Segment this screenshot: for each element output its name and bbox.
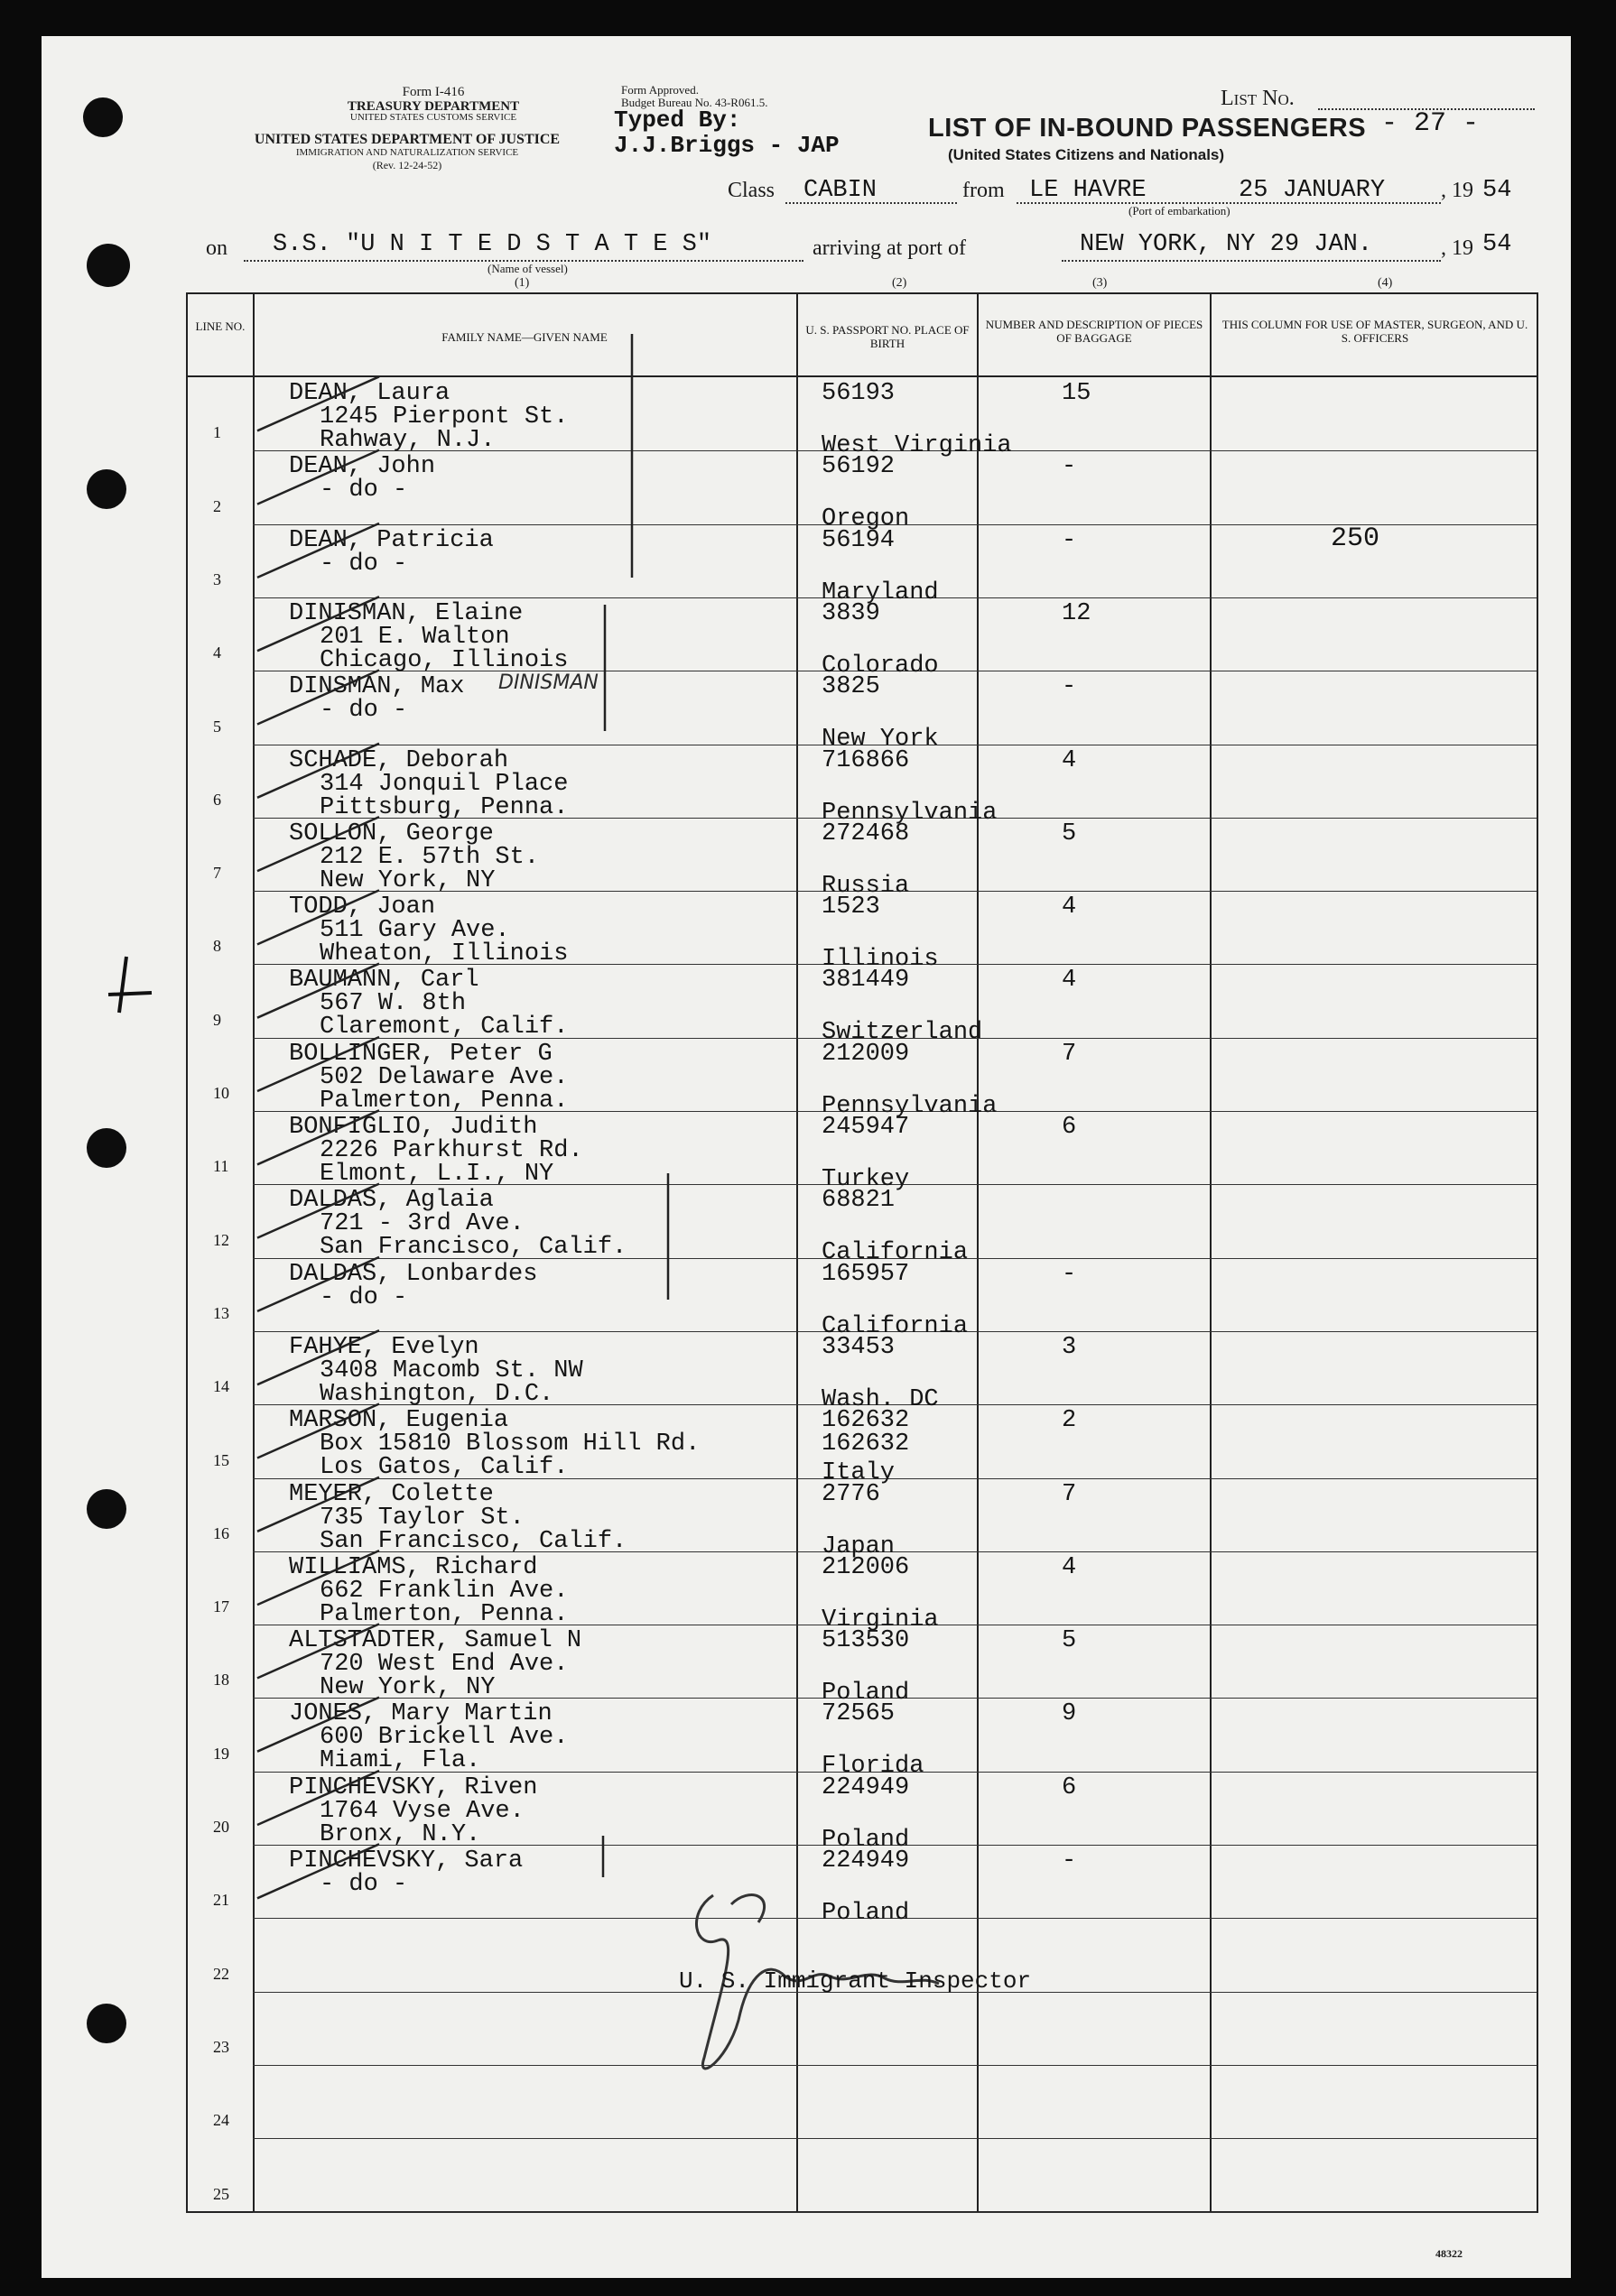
baggage-count: 6 xyxy=(1062,1773,1077,1801)
passenger-name: MEYER, Colette xyxy=(289,1480,494,1508)
line-number: 20 xyxy=(213,1818,229,1836)
from-label: from xyxy=(962,179,1005,202)
year-value: 54 xyxy=(1482,177,1512,204)
place-of-birth: Pennsylvania xyxy=(822,799,998,827)
passenger-name: WILLIAMS, Richard xyxy=(289,1553,538,1581)
baggage-count: 4 xyxy=(1062,746,1077,774)
year2-prefix: , 19 xyxy=(1441,236,1473,260)
col2-marker: (2) xyxy=(892,276,907,290)
document-title: LIST OF IN-BOUND PASSENGERS xyxy=(928,114,1367,143)
passport-number: 212009 xyxy=(822,1040,910,1068)
passport-number: 33453 xyxy=(822,1333,896,1361)
passenger-name: DINSMAN, Max xyxy=(289,673,465,701)
passenger-name: BOLLINGER, Peter G xyxy=(289,1040,553,1068)
vessel-caption: (Name of vessel) xyxy=(488,262,568,275)
list-no-label: List No. xyxy=(1221,87,1295,110)
place-of-birth: Japan xyxy=(822,1532,896,1560)
passenger-address-1: - do - xyxy=(320,477,408,505)
passenger-address-1: 1245 Pierpont St. xyxy=(320,403,569,430)
passenger-address-1: 1764 Vyse Ave. xyxy=(320,1797,525,1825)
departure-date: 25 JANUARY xyxy=(1239,177,1386,204)
check-mark xyxy=(257,1330,379,1384)
check-mark xyxy=(257,817,379,871)
baggage-count: - xyxy=(1062,1847,1077,1875)
check-mark xyxy=(257,1844,379,1898)
passport-number: 56194 xyxy=(822,526,896,554)
line-number: 12 xyxy=(213,1230,229,1249)
passport-number: 212006 xyxy=(822,1553,910,1581)
baggage-count: 4 xyxy=(1062,1553,1077,1581)
place-of-birth: Poland xyxy=(822,1680,910,1708)
passport-number-2: 162632 xyxy=(822,1430,910,1458)
handwritten-correction: DINISMAN xyxy=(498,671,599,694)
baggage-count: 12 xyxy=(1062,599,1091,627)
check-mark xyxy=(257,1771,379,1825)
passenger-name: BAUMANN, Carl xyxy=(289,967,479,995)
line-number: 24 xyxy=(213,2111,229,2130)
passenger-address-2: Claremont, Calif. xyxy=(320,1014,569,1042)
passenger-address-1: 720 West End Ave. xyxy=(320,1651,569,1679)
class-value: CABIN xyxy=(803,177,878,204)
passenger-name: DEAN, Laura xyxy=(289,380,450,407)
passport-number: 3825 xyxy=(822,673,880,701)
baggage-count: 7 xyxy=(1062,1040,1077,1068)
passenger-address-1: - do - xyxy=(320,1871,408,1898)
place-of-birth: California xyxy=(822,1239,969,1267)
passenger-address-1: - do - xyxy=(320,697,408,725)
passenger-name: PINCHEVSKY, Sara xyxy=(289,1847,524,1875)
baggage-count: 6 xyxy=(1062,1114,1077,1141)
check-mark xyxy=(257,523,379,578)
passport-number: 2776 xyxy=(822,1480,880,1508)
vessel-name: S.S. "U N I T E D S T A T E S" xyxy=(273,231,712,258)
baggage-count: 2 xyxy=(1062,1407,1077,1435)
baggage-count: 3 xyxy=(1062,1333,1077,1361)
passport-number: 56193 xyxy=(822,380,896,407)
passport-number: 165957 xyxy=(822,1260,910,1288)
passenger-name: FAHYE, Evelyn xyxy=(289,1333,479,1361)
form-approved: Form Approved. xyxy=(621,83,699,97)
passenger-address-2: Elmont, L.I., NY xyxy=(320,1161,554,1188)
baggage-count: 4 xyxy=(1062,893,1077,921)
list-no: - 27 - xyxy=(1381,108,1480,139)
arriving-label: arriving at port of xyxy=(813,236,966,260)
col1-marker: (1) xyxy=(515,276,530,290)
place-of-birth: Colorado xyxy=(822,652,939,680)
line-number: 23 xyxy=(213,2037,229,2056)
passenger-address-1: 502 Delaware Ave. xyxy=(320,1063,569,1091)
officer-note: 250 xyxy=(1331,523,1380,555)
check-mark xyxy=(257,744,379,798)
budget-bureau: Budget Bureau No. 43-R061.5. xyxy=(621,96,768,109)
place-of-birth: Turkey xyxy=(822,1166,910,1193)
year2-value: 54 xyxy=(1482,231,1512,258)
passenger-address-1: 662 Franklin Ave. xyxy=(320,1577,569,1605)
passenger-name: BONFIGLIO, Judith xyxy=(289,1114,538,1141)
line-number: 13 xyxy=(213,1303,229,1322)
on-label: on xyxy=(206,236,228,260)
passenger-name: PINCHEVSKY, Riven xyxy=(289,1773,538,1801)
passenger-address-2: Rahway, N.J. xyxy=(320,427,496,454)
baggage-count: 4 xyxy=(1062,967,1077,995)
ins-service: IMMIGRATION AND NATURALIZATION SERVICE xyxy=(295,147,519,158)
check-mark xyxy=(257,1404,379,1458)
passenger-address-1: - do - xyxy=(320,1283,408,1311)
place-of-birth: Poland xyxy=(822,1900,910,1927)
passenger-address-2: Pittsburg, Penna. xyxy=(320,793,569,821)
passenger-address-1: 201 E. Walton xyxy=(320,623,510,651)
check-mark xyxy=(257,671,379,725)
th-officers: THIS COLUMN FOR USE OF MASTER, SURGEON, AND U. S. OFFICERS xyxy=(1221,318,1528,345)
col4-marker: (4) xyxy=(1378,276,1393,290)
check-mark xyxy=(257,1037,379,1091)
form-number: Form I-416 xyxy=(402,85,465,99)
passenger-name: DALDAS, Aglaia xyxy=(289,1187,494,1215)
passport-number: 224949 xyxy=(822,1773,910,1801)
passenger-address-1: 735 Taylor St. xyxy=(320,1504,525,1532)
check-mark xyxy=(257,1257,379,1311)
passenger-address-1: - do - xyxy=(320,550,408,578)
check-mark xyxy=(257,1698,379,1752)
passenger-address-1: 567 W. 8th xyxy=(320,990,467,1018)
check-mark xyxy=(257,1184,379,1238)
passport-number: 716866 xyxy=(822,746,910,774)
col3-marker: (3) xyxy=(1092,276,1108,290)
check-mark xyxy=(257,376,379,430)
baggage-count: 5 xyxy=(1062,819,1077,847)
passenger-address-2: San Francisco, Calif. xyxy=(320,1234,627,1262)
line-number: 2 xyxy=(213,496,221,515)
passenger-address-2: New York, NY xyxy=(320,866,496,894)
check-mark xyxy=(257,1551,379,1605)
port-of-embarkation: LE HAVRE xyxy=(1029,177,1147,204)
line-number: 6 xyxy=(213,790,221,809)
place-of-birth: Russia xyxy=(822,872,910,900)
passport-number: 272468 xyxy=(822,819,910,847)
place-of-birth: Switzerland xyxy=(822,1019,983,1047)
line-number: 3 xyxy=(213,569,221,588)
place-of-birth: Poland xyxy=(822,1826,910,1854)
line-number: 19 xyxy=(213,1744,229,1763)
passenger-name: SCHADE, Deborah xyxy=(289,746,509,774)
line-number: 17 xyxy=(213,1597,229,1616)
check-mark xyxy=(257,1624,379,1678)
passenger-name: TODD, Joan xyxy=(289,893,436,921)
baggage-count: 7 xyxy=(1062,1480,1077,1508)
passenger-address-1: 721 - 3rd Ave. xyxy=(320,1210,525,1238)
line-number: 1 xyxy=(213,423,221,442)
typed-by-label: Typed By: xyxy=(614,106,741,134)
place-of-birth: Florida xyxy=(822,1753,924,1781)
passenger-name: DALDAS, Lonbardes xyxy=(289,1260,538,1288)
passenger-name: DEAN, Patricia xyxy=(289,526,494,554)
line-number: 18 xyxy=(213,1671,229,1690)
place-of-birth: California xyxy=(822,1312,969,1340)
line-number: 8 xyxy=(213,937,221,956)
passenger-address-1: 600 Brickell Ave. xyxy=(320,1724,569,1752)
document-subtitle: (United States Citizens and Nationals) xyxy=(948,146,1225,163)
line-number: 4 xyxy=(213,643,221,662)
th-passport: U. S. PASSPORT NO. PLACE OF BIRTH xyxy=(805,323,970,350)
revision: (Rev. 12-24-52) xyxy=(372,159,442,171)
baggage-count: - xyxy=(1062,673,1077,701)
passenger-address-2: Chicago, Illinois xyxy=(320,646,569,674)
line-number: 9 xyxy=(213,1010,221,1029)
place-of-birth: Pennsylvania xyxy=(822,1092,998,1120)
line-number: 5 xyxy=(213,717,221,736)
inspector-label: U. S. Immigrant Inspector xyxy=(679,1967,1032,1995)
baggage-count: 5 xyxy=(1062,1627,1077,1655)
passenger-address-1: 212 E. 57th St. xyxy=(320,843,540,871)
line-number: 11 xyxy=(213,1157,229,1176)
passenger-address-2: Bronx, N.Y. xyxy=(320,1820,481,1848)
passport-number: 68821 xyxy=(822,1187,896,1215)
place-of-birth: Maryland xyxy=(822,579,939,606)
passenger-address-2: Wheaton, Illinois xyxy=(320,940,569,968)
port-embark-caption: (Port of embarkation) xyxy=(1128,204,1231,218)
place-of-birth: Oregon xyxy=(822,505,910,533)
passenger-address-2: Palmerton, Penna. xyxy=(320,1600,569,1628)
check-mark xyxy=(257,890,379,944)
year-prefix: , 19 xyxy=(1441,179,1473,202)
check-mark xyxy=(257,1477,379,1532)
passenger-name: JONES, Mary Martin xyxy=(289,1700,553,1728)
customs-service: UNITED STATES CUSTOMS SERVICE xyxy=(349,112,517,123)
passport-number: 3839 xyxy=(822,599,880,627)
place-of-birth: West Virginia xyxy=(822,432,1012,459)
passenger-address-2: Los Gatos, Calif. xyxy=(320,1454,569,1482)
line-number: 16 xyxy=(213,1523,229,1542)
check-mark xyxy=(257,597,379,651)
passenger-address-1: 2226 Parkhurst Rd. xyxy=(320,1137,583,1164)
passenger-address-2: Washington, D.C. xyxy=(320,1380,554,1408)
line-number: 10 xyxy=(213,1084,229,1102)
check-mark xyxy=(257,1110,379,1164)
passenger-name: ALTSTADTER, Samuel N xyxy=(289,1627,582,1655)
baggage-count: - xyxy=(1062,453,1077,481)
typist: J.J.Briggs - JAP xyxy=(614,132,840,159)
passenger-address-2: Palmerton, Penna. xyxy=(320,1087,569,1115)
passenger-address-1: 3408 Macomb St. NW xyxy=(320,1356,583,1384)
passenger-name: MARSON, Eugenia xyxy=(289,1407,509,1435)
passenger-address-2: New York, NY xyxy=(320,1674,496,1702)
baggage-count: 15 xyxy=(1062,380,1091,407)
passenger-address-2: San Francisco, Calif. xyxy=(320,1527,627,1555)
passenger-name: DEAN, John xyxy=(289,453,436,481)
treasury-dept: TREASURY DEPARTMENT xyxy=(347,99,520,114)
passenger-name: DINISMAN, Elaine xyxy=(289,599,524,627)
baggage-count: 9 xyxy=(1062,1700,1077,1728)
passport-number: 56192 xyxy=(822,453,896,481)
place-of-birth: Virginia xyxy=(822,1606,939,1634)
line-number: 22 xyxy=(213,1964,229,1983)
line-number: 14 xyxy=(213,1377,229,1396)
place-of-birth: Italy xyxy=(822,1459,896,1487)
passport-number: 1523 xyxy=(822,893,880,921)
passenger-name: SOLLON, George xyxy=(289,819,494,847)
passport-number: 245947 xyxy=(822,1114,910,1141)
baggage-count: - xyxy=(1062,1260,1077,1288)
justice-dept: UNITED STATES DEPARTMENT OF JUSTICE xyxy=(254,132,561,147)
check-mark xyxy=(257,964,379,1018)
line-number: 25 xyxy=(213,2184,229,2203)
place-of-birth: Illinois xyxy=(822,946,939,974)
class-label: Class xyxy=(728,179,775,202)
passport-number: 381449 xyxy=(822,967,910,995)
baggage-count: - xyxy=(1062,526,1077,554)
th-line-no: LINE NO. xyxy=(195,319,246,333)
line-number: 15 xyxy=(213,1450,229,1469)
line-number: 7 xyxy=(213,864,221,883)
line-number: 21 xyxy=(213,1891,229,1910)
check-mark xyxy=(257,450,379,505)
passenger-address-1: 511 Gary Ave. xyxy=(320,917,510,945)
passport-number: 224949 xyxy=(822,1847,910,1875)
th-baggage: NUMBER AND DESCRIPTION OF PIECES OF BAGGAGE xyxy=(985,318,1203,345)
passenger-address-1: 314 Jonquil Place xyxy=(320,770,569,798)
passenger-address-1: Box 15810 Blossom Hill Rd. xyxy=(320,1430,701,1458)
passport-number: 513530 xyxy=(822,1627,910,1655)
place-of-birth: Wash. DC xyxy=(822,1385,939,1413)
arrival-port-date: NEW YORK, NY 29 JAN. xyxy=(1080,231,1373,258)
place-of-birth: New York xyxy=(822,726,939,754)
th-name: FAMILY NAME—GIVEN NAME xyxy=(441,330,608,344)
footer-code: 48322 xyxy=(1435,2247,1463,2260)
passport-number: 162632 xyxy=(822,1407,910,1435)
passport-number: 72565 xyxy=(822,1700,896,1728)
passenger-address-2: Miami, Fla. xyxy=(320,1747,481,1775)
